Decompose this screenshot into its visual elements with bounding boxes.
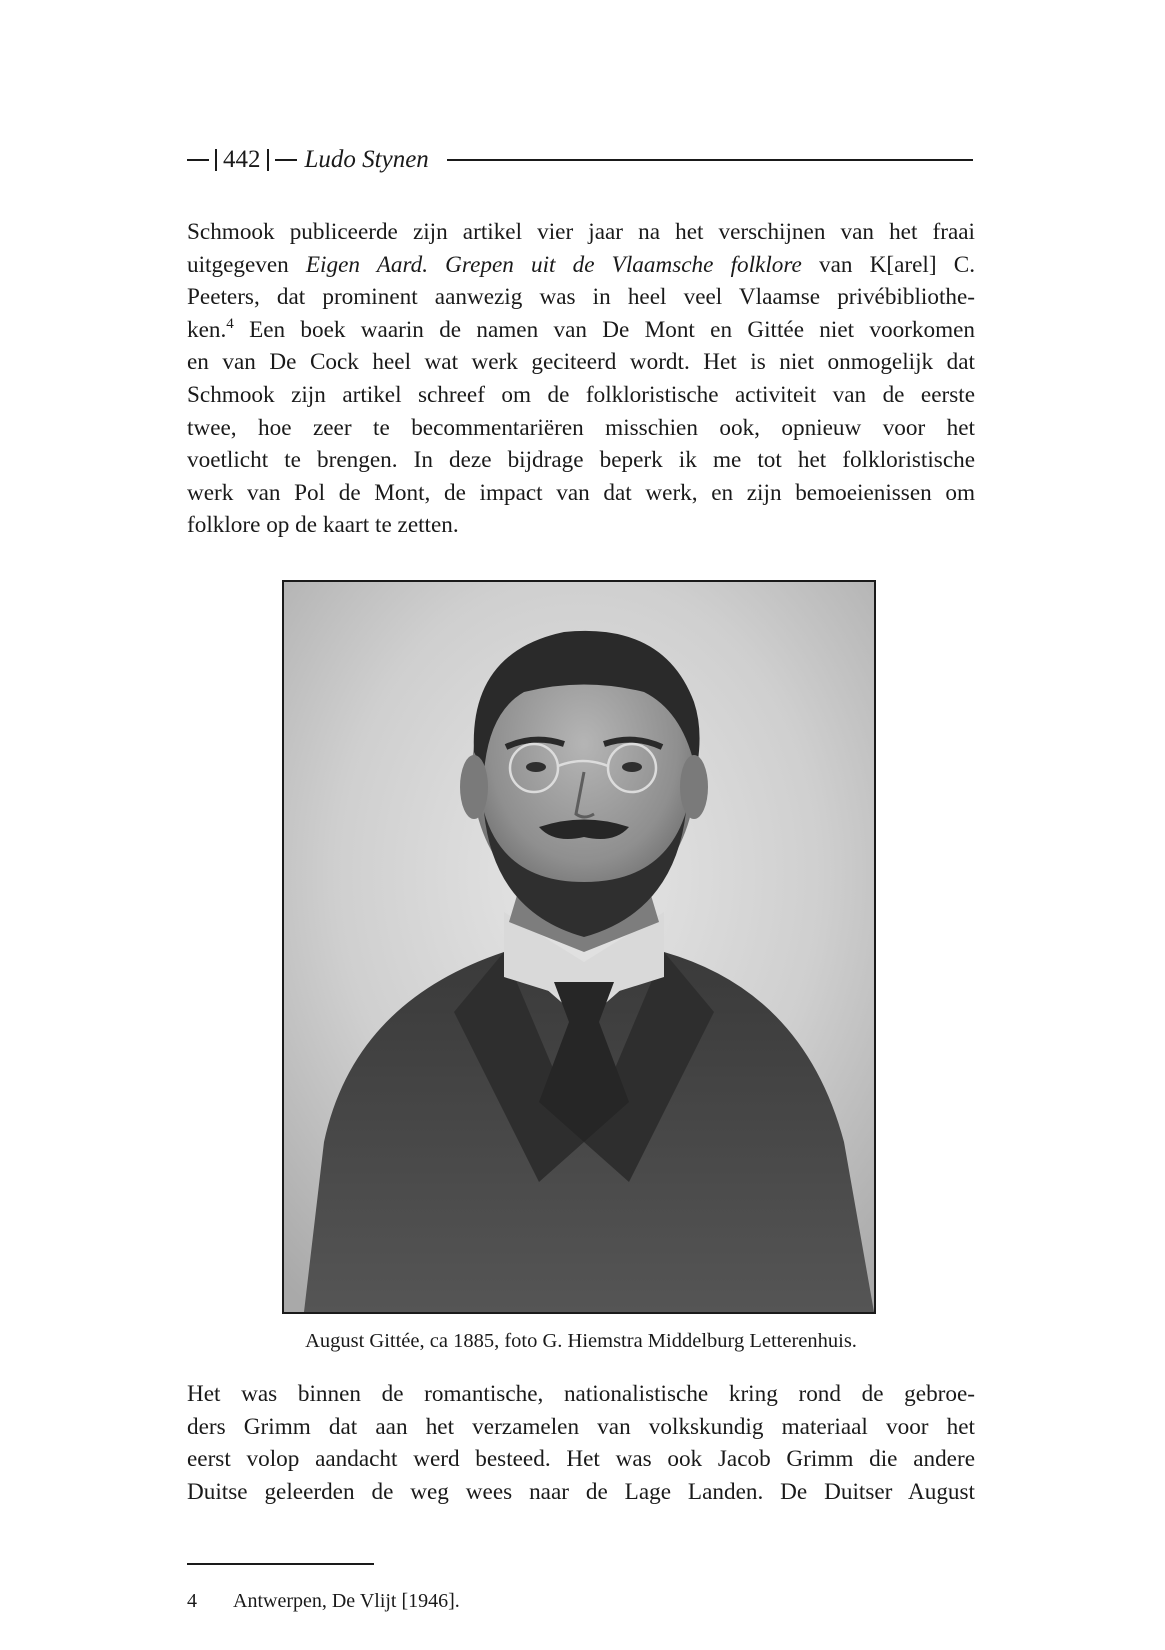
footnote-number: 4 bbox=[187, 1590, 197, 1612]
paragraph-line: en van De Cock heel wat werk geciteerd wordt. Het is niet onmogelijk dat bbox=[187, 349, 975, 376]
figure-caption: August Gittée, ca 1885, foto G. Hiemstra Middelburg Letterenhuis. bbox=[305, 1330, 857, 1352]
paragraph-line: Het was binnen de romantische, nationalistische kring rond de gebroe- bbox=[187, 1381, 975, 1407]
line-text: van K[arel] C. bbox=[801, 251, 975, 278]
book-title-italic: Eigen Aard. Grepen uit de Vlaamsche folklore bbox=[305, 251, 802, 278]
line-text: ken. bbox=[187, 316, 227, 343]
paragraph-line: twee, hoe zeer te becommentariëren misschien ook, opnieuw voor het bbox=[187, 414, 975, 441]
running-head-author: Ludo Stynen bbox=[304, 146, 429, 173]
header-dash bbox=[187, 159, 209, 161]
paragraph-line bbox=[187, 314, 975, 347]
header-rule bbox=[447, 159, 973, 161]
footnote-reference[interactable]: 4 bbox=[226, 315, 234, 332]
header-bar-right bbox=[267, 149, 269, 171]
paragraph-line: Duitse geleerden de weg wees naar de Lage Landen. De Duitser August bbox=[187, 1478, 975, 1505]
page-number: 442 bbox=[223, 146, 261, 173]
header-dash-2 bbox=[275, 159, 297, 161]
paragraph-line: Peeters, dat prominent aanwezig was in heel veel Vlaamse privébibliothe- bbox=[187, 284, 975, 311]
paragraph-line bbox=[187, 249, 975, 282]
paragraph-line: ders Grimm dat aan het verzamelen van volkskundig materiaal voor het bbox=[187, 1413, 975, 1440]
header-bar-left bbox=[215, 149, 217, 171]
line-text: uitgegeven bbox=[187, 251, 306, 278]
paragraph-line: eerst volop aandacht werd besteed. Het was ook Jacob Grimm die andere bbox=[187, 1446, 975, 1473]
paragraph-line: Schmook publiceerde zijn artikel vier jaar na het verschijnen van het fraai bbox=[187, 219, 975, 245]
paragraph-line: Schmook zijn artikel schreef om de folkloristische activiteit van de eerste bbox=[187, 381, 975, 408]
portrait-illustration bbox=[284, 582, 874, 1312]
body-paragraph-2 bbox=[187, 1378, 975, 1508]
portrait-photo bbox=[282, 580, 876, 1314]
paragraph-line: werk van Pol de Mont, de impact van dat werk, en zijn bemoeienissen om bbox=[187, 479, 975, 506]
running-head bbox=[187, 142, 973, 178]
line-text: Een boek waarin de namen van De Mont en Gittée niet voorkomen bbox=[233, 316, 975, 343]
footnote-rule bbox=[187, 1563, 374, 1565]
body-paragraph-1 bbox=[187, 216, 975, 542]
footnote bbox=[187, 1587, 460, 1615]
paragraph-line: voetlicht te brengen. In deze bijdrage beperk ik me tot het folkloristische bbox=[187, 447, 975, 474]
paragraph-line: folklore op de kaart te zetten. bbox=[187, 512, 459, 539]
footnote-text: Antwerpen, De Vlijt [1946]. bbox=[233, 1590, 460, 1612]
